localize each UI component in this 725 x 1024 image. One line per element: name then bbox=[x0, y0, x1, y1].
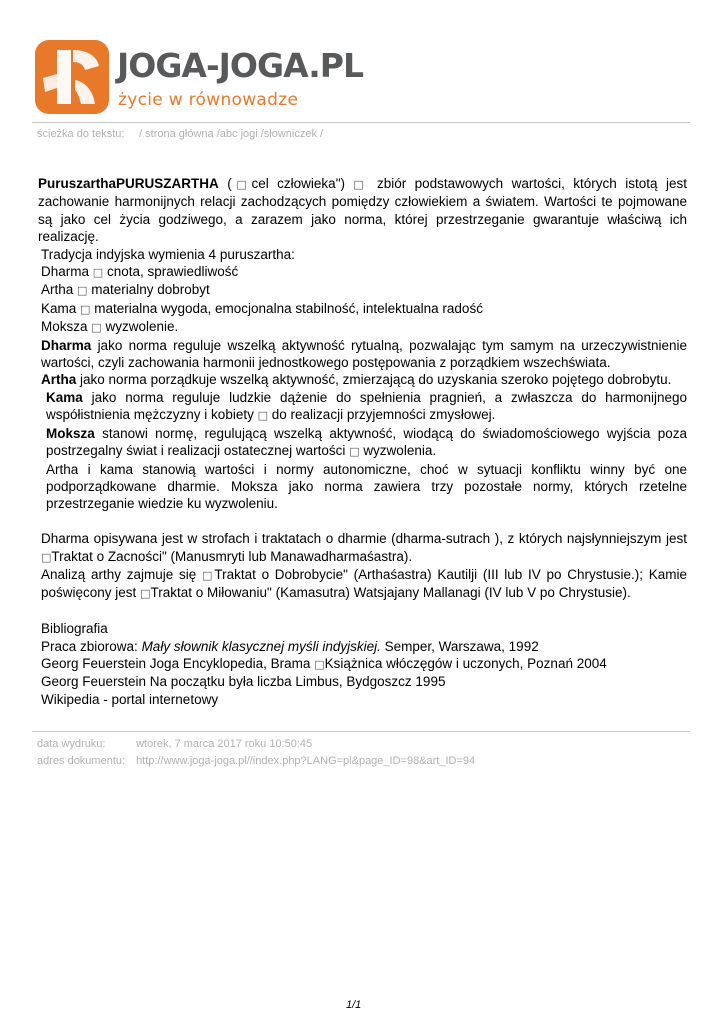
document-address-label: adres dokumentu: bbox=[37, 755, 126, 767]
tradition-line: Tradycja indyjska wymienia 4 puruszartha: bbox=[41, 246, 295, 262]
article-body bbox=[38, 175, 687, 708]
intro-paragraph: PuruszarthaPURUSZARTHA (□cel człowieka") □ zbiór podstawowych wartości, których istotą jest zachowanie harmonijnych relacji zachodzących pomiędzy człowiekiem a światem. Wartości te pojmowane są jako cel życia godziwego, a zarazem jako norma, której przestrzeganie gwarantuje właściwą ich realizację. bbox=[38, 176, 687, 245]
list-item: Moksza □ wyzwolenie. bbox=[41, 319, 179, 335]
analysis-paragraph: Analizą arthy zajmuje się □Traktat o Dobrobycie" (Arthaśastra) Kautilji (III lub IV po Chrystusie.); Kamie poświęcony jest □Traktat o Miłowaniu" (Kamasutra) Watsjajany Mallanagi (IV lub V po Chrystusie). bbox=[41, 566, 687, 601]
bibliography-item: Wikipedia - portal internetowy bbox=[41, 691, 219, 707]
logo-subtitle: życie w równowadze bbox=[118, 90, 299, 110]
dharma-texts-paragraph: Dharma opisywana jest w strofach i traktatach o dharmie (dharma-sutrach ), z których najsłynniejszym jest □Traktat o Zacności" (Manusmryti lub Manawadharmaśastra). bbox=[41, 531, 687, 564]
breadcrumb-label: ścieżka do tekstu: bbox=[37, 128, 125, 140]
yoga-logo-icon bbox=[35, 40, 109, 114]
logo-title: JOGA-JOGA.PL bbox=[117, 46, 363, 85]
artha-paragraph: Artha jako norma porządkuje wszelką aktywność, zmierzającą do uzyskania szeroko pojętego dobrobytu. bbox=[41, 372, 672, 388]
print-date-value: wtorek, 7 marca 2017 roku 10:50:45 bbox=[136, 738, 313, 750]
list-item: Artha □ materialny dobrobyt bbox=[41, 282, 210, 298]
print-date-row bbox=[37, 738, 312, 750]
bibliography-item: Praca zbiorowa: Mały słownik klasycznej myśli indyjskiej. Semper, Warszawa, 1992 bbox=[41, 638, 539, 654]
moksza-paragraph: Moksza stanowi normę, regulującą wszelką aktywność, wiodącą do świadomościowego wyjścia poza postrzegalny świat i realizacji ostatecznej wartości □ wyzwolenia. bbox=[46, 425, 687, 459]
footer-divider bbox=[32, 731, 690, 732]
breadcrumb bbox=[37, 128, 323, 140]
header-divider bbox=[32, 122, 690, 123]
list-item: Kama □ materialna wygoda, emocjonalna stabilność, intelektualna radość bbox=[41, 300, 483, 316]
document-address-row bbox=[37, 755, 475, 767]
bibliography-item: Georg Feuerstein Joga Encyklopedia, Brama □Książnica włóczęgów i uczonych, Poznań 2004 bbox=[41, 655, 607, 671]
page-number: 1/1 bbox=[346, 999, 362, 1011]
print-date-label: data wydruku: bbox=[37, 738, 106, 750]
kama-paragraph: Kama jako norma reguluje ludzkie dążenie do spełnienia pragnień, a zwłaszcza do harmonijnego współistnienia mężczyzny i kobiety □ do realizacji przyjemności zmysłowej. bbox=[46, 389, 687, 423]
document-address-url[interactable]: http://www.joga-joga.pl//index.php?LANG=pl&page_ID=98&art_ID=94 bbox=[136, 755, 476, 767]
dharma-paragraph: Dharma jako norma reguluje wszelką aktywność rytualną, pozwalając tym samym na urzeczywistnienie wartości, czyli zachowania harmonii jednostkowego postępowania z porządkiem wszechświata. bbox=[41, 337, 687, 371]
bibliography-title: Bibliografia bbox=[41, 621, 108, 637]
missing-glyph: □ bbox=[353, 178, 369, 191]
term-title: PuruszarthaPURUSZARTHA bbox=[38, 176, 219, 191]
bibliography-item: Georg Feuerstein Na początku była liczba Limbus, Bydgoszcz 1995 bbox=[41, 674, 446, 690]
site-logo[interactable] bbox=[35, 40, 363, 115]
list-item: Dharma □ cnota, sprawiedliwość bbox=[41, 264, 239, 280]
breadcrumb-path[interactable]: / strona główna /abc jogi /słowniczek / bbox=[139, 128, 324, 140]
missing-glyph: □ bbox=[231, 178, 252, 191]
artha-kama-paragraph: Artha i kama stanowią wartości i normy autonomiczne, choć w sytuacji konfliktu winny być one podporządkowane dharmie. Moksza jako norma zawiera trzy pozostałe normy, których rzetelne przestrzeganie wiedzie ku wyzwoleniu. bbox=[46, 461, 687, 512]
